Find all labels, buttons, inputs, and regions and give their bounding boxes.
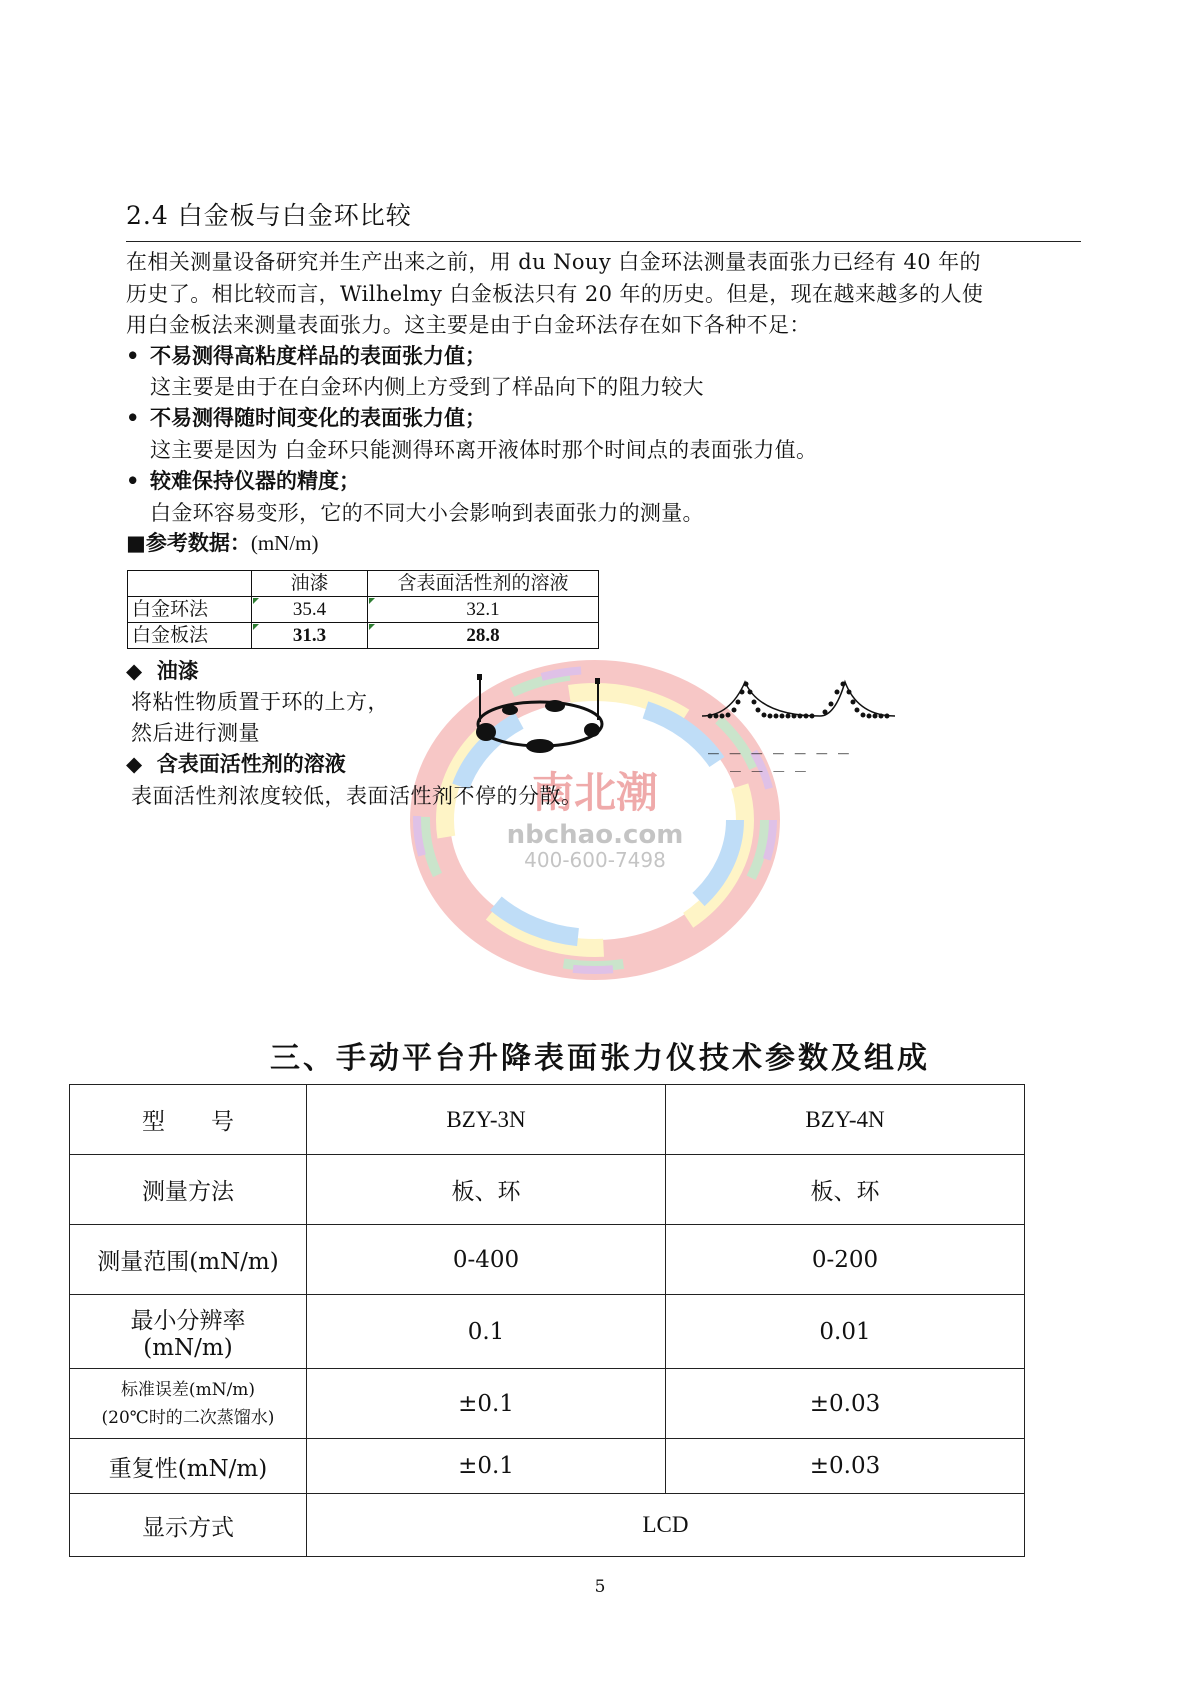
bullet-item — [126, 340, 486, 370]
spec-table — [69, 1084, 1025, 1557]
spec-label: 显示方式 — [70, 1494, 307, 1557]
reference-title: 参考数据： — [145, 530, 251, 555]
bullet-detail: 这主要是由于在白金环内侧上方受到了样品向下的阻力较大 — [150, 375, 704, 399]
spec-label: 标准误差(mN/m) (20℃时的二次蒸馏水) — [70, 1369, 307, 1439]
paragraph-line: 在相关测量设备研究并生产出来之前，用 du Nouy 白金环法测量表面张力已经有 40 年的 — [126, 250, 981, 274]
section-heading: 2.4 白金板与白金环比较 — [126, 201, 412, 230]
spec-value: LCD — [307, 1494, 1025, 1557]
spec-label: 重复性(mN/m) — [70, 1439, 307, 1494]
table-cell: 28.8 — [368, 623, 599, 649]
table-corner — [128, 571, 252, 597]
diamond-marker: ◆ — [126, 658, 143, 683]
spec-value: 0.01 — [666, 1295, 1025, 1369]
table-row-label: 白金环法 — [128, 597, 252, 623]
square-marker: ■ — [126, 530, 146, 555]
table-row — [70, 1225, 1025, 1295]
spec-value: ±0.1 — [307, 1369, 666, 1439]
table-header: 油漆 — [252, 571, 368, 597]
spec-value: 0-400 — [307, 1225, 666, 1295]
table-row — [128, 623, 599, 649]
spec-label: 型 号 — [70, 1085, 307, 1155]
table-cell: 31.3 — [252, 623, 368, 649]
reference-table — [127, 570, 599, 649]
spec-value: ±0.1 — [307, 1439, 666, 1494]
bullet-dot: • — [126, 405, 140, 430]
bullet-detail: 这主要是因为 白金环只能测得环离开液体时那个时间点的表面张力值。 — [150, 438, 818, 462]
table-row-label: 白金板法 — [128, 623, 252, 649]
spec-value: 0-200 — [666, 1225, 1025, 1295]
table-row — [128, 597, 599, 623]
watermark-phone: 400-600-7498 — [524, 848, 666, 872]
spec-label: 最小分辨率 (mN/m) — [70, 1295, 307, 1369]
note-line: 将粘性物质置于环的上方， — [131, 690, 389, 714]
bullet-detail: 白金环容易变形，它的不同大小会影响到表面张力的测量。 — [150, 501, 704, 525]
spec-label: 测量范围(mN/m) — [70, 1225, 307, 1295]
heading-rule — [126, 241, 1081, 242]
corner-tick-icon — [369, 598, 375, 604]
spec-label: 测量方法 — [70, 1155, 307, 1225]
diamond-marker: ◆ — [126, 751, 143, 776]
watermark-brand-cn: 南北潮 — [531, 768, 659, 817]
diagram-dashes: _ _ _ _ — [730, 752, 806, 772]
corner-tick-icon — [253, 598, 259, 604]
spec-value: ±0.03 — [666, 1369, 1025, 1439]
table-row — [70, 1439, 1025, 1494]
bullet-dot: • — [126, 343, 140, 368]
note-line: 表面活性剂浓度较低，表面活性剂不停的分散。 — [131, 784, 583, 808]
reference-label — [126, 527, 319, 557]
intro-paragraph — [126, 247, 1086, 342]
note-line: 然后进行测量 — [131, 721, 260, 745]
bullet-item — [126, 465, 360, 495]
diagram-dashes: _ _ _ _ _ _ _ — [708, 734, 849, 755]
surfactant-diagram-icon — [700, 672, 900, 772]
spec-value: 板、环 — [307, 1155, 666, 1225]
bullet-title: 不易测得随时间变化的表面张力值； — [150, 405, 486, 430]
table-header: 含表面活性剂的溶液 — [368, 571, 599, 597]
paragraph-line: 历史了。相比较而言，Wilhelmy 白金板法只有 20 年的历史。但是，现在越来越多的人使 — [126, 281, 984, 306]
reference-unit: (mN/m) — [250, 531, 319, 555]
table-row — [70, 1295, 1025, 1369]
spec-model: BZY-4N — [666, 1085, 1025, 1155]
spec-value: ±0.03 — [666, 1439, 1025, 1494]
corner-tick-icon — [369, 624, 375, 630]
note-heading: ◆ 含表面活性剂的溶液 — [126, 751, 346, 776]
note-heading: ◆ 油漆 — [126, 658, 199, 683]
ring-diagram-icon — [470, 672, 610, 762]
table-header-row — [128, 571, 599, 597]
corner-tick-icon — [253, 624, 259, 630]
bullet-title: 不易测得高粘度样品的表面张力值； — [150, 343, 486, 368]
spec-model: BZY-3N — [307, 1085, 666, 1155]
bullet-dot: • — [126, 468, 140, 493]
table-row — [70, 1369, 1025, 1439]
table-row — [70, 1155, 1025, 1225]
page-number: 5 — [594, 1577, 606, 1597]
table-cell: 35.4 — [252, 597, 368, 623]
watermark-brand-en: nbchao.com — [506, 820, 684, 850]
spec-section-title: 三、手动平台升降表面张力仪技术参数及组成 — [270, 1041, 930, 1076]
table-cell: 32.1 — [368, 597, 599, 623]
bullet-title: 较难保持仪器的精度； — [150, 468, 360, 493]
bullet-item — [126, 402, 486, 432]
paragraph-line: 用白金板法来测量表面张力。这主要是由于白金环法存在如下各种不足： — [126, 313, 811, 337]
table-row — [70, 1494, 1025, 1557]
spec-value: 0.1 — [307, 1295, 666, 1369]
spec-value: 板、环 — [666, 1155, 1025, 1225]
table-header-row — [70, 1085, 1025, 1155]
